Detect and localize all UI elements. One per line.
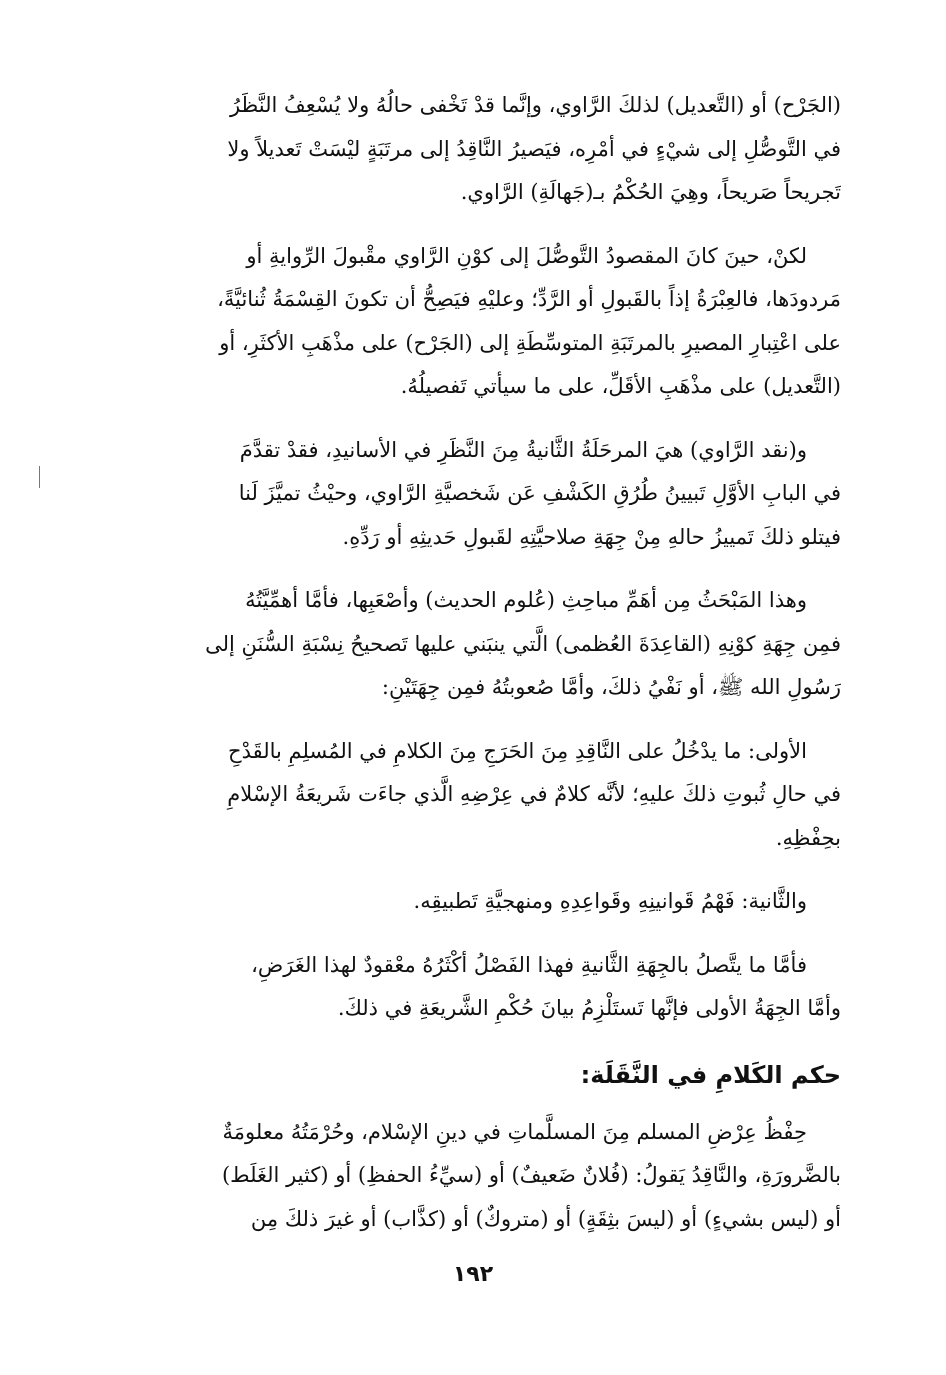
text-line: فأمَّا ما يتَّصلُ بالجِهَةِ الثَّانيةِ فهذا الفَصْلُ أكْثَرُهُ معْقودٌ لهذا الغَرَضِ، (251, 952, 807, 977)
paragraph-4 (95, 579, 841, 710)
text-line: تَجريحاً صَريحاً، وهِيَ الحُكْمُ بـ(جَهالَةِ) الرَّاوي. (460, 180, 841, 204)
text-line: والثَّانية: فَهْمُ قَوانينِهِ وقَواعِدِهِ ومنهجيَّةِ تَطبيقِه. (413, 889, 807, 913)
paragraph-1 (95, 84, 841, 215)
paragraph-7 (95, 944, 841, 1031)
text-line: بحِفْظِهِ. (775, 825, 841, 850)
paragraph-3 (95, 429, 841, 560)
text-line: فيتلو ذلكَ تَمييزُ حالهِ مِنْ جِهَةِ صلاحيَّتِهِ لقَبولِ حَديثِهِ أو رَدِّهِ. (342, 524, 841, 549)
text-line: مَردودَها، فالعِبْرَةُ إذاً بالقَبولِ أو الرَّدِّ؛ وعليْهِ فيَصِحُّ أن تكونَ القِسْمَةُ ثُنائيَّةً، (217, 287, 841, 311)
text-line: في البابِ الأوَّلِ تَبيينُ طُرُقِ الكَشْفِ عَن شَخصيَّةِ الرَّاوي، وحيْثُ تميَّزَ لَنا (238, 481, 841, 505)
text-line: حِفْظُ عِرْضِ المسلم مِنَ المسلَّماتِ في دينِ الإسْلام، وحُرْمَتُهُ معلومَةٌ (222, 1119, 807, 1144)
text-line: أو (ليس بشيءٍ) أو (ليسَ بثِقَةٍ) أو (متروكٌ) أو (كذَّاب) أو غيرَ ذلكَ مِن (250, 1206, 841, 1231)
paragraph-2 (95, 235, 841, 409)
page-number: ١٩٢ (452, 1262, 494, 1287)
text-line: و(نقد الرَّاوي) هيَ المرحَلَةُ الثَّانيةُ مِنَ النَّظَرِ في الأسانيدِ، فقدْ تقدَّمَ (239, 437, 807, 462)
text-line: في التَّوصُّلِ إلى شيْءٍ في أمْرِه، فيَصيرُ النَّاقِدُ إلى مرتَبَةٍ ليْسَتْ تَعديلاً ولا (227, 136, 841, 161)
text-line: في حالِ ثُبوتِ ذلكَ عليهِ؛ لأنَّه كلامٌ في عِرْضِهِ الَّذي جاءَت شَريعَةُ الإسْلامِ (227, 782, 841, 806)
text-line: وهذا المَبْحَثُ مِن أهَمِّ مباحِثِ (عُلوم الحديث) وأصْعَبِها، فأمَّا أهمِّيَّتُهُ (245, 588, 807, 612)
text-line: الأولى: ما يدْخُلُ على النَّاقِدِ مِنَ الحَرَجِ مِنَ الكلامِ في المُسلِمِ بالقَدْحِ (228, 738, 807, 763)
paragraph-5 (95, 730, 841, 861)
document-page (95, 84, 841, 1261)
paragraph-8 (95, 1111, 841, 1242)
margin-mark (39, 466, 40, 488)
text-line: وأمَّا الجِهَةُ الأولى فإنَّها تَستَلْزِمُ بيانَ حُكْمِ الشَّريعَةِ في ذلكَ. (337, 996, 841, 1020)
text-line: (التَّعديل) على مذْهَبِ الأقَلِّ، على ما سيأتي تَفصيلُهُ. (400, 374, 841, 398)
text-line: (الجَرْح) أو (التَّعديل) لذلكَ الرَّاوي، وإنَّما قدْ تَخْفى حالُهُ ولا يُسْعِفُ النَّظَرُ (229, 93, 841, 117)
text-line: فمِن جِهَةِ كوْنِهِ (القاعِدَةَ العُظمى) الَّتي ينبَني عليها تَصحيحُ نِسْبَةِ السُّنَنِ إلى (205, 631, 841, 656)
paragraph-6 (95, 880, 841, 924)
text-line: بالضَّرورَةِ، والنَّاقِدُ يَقولُ: (فُلانٌ ضَعيفٌ) أو (سيِّءُ الحفظِ) أو (كثير الغَلَط) (221, 1163, 841, 1187)
text-line: على اعْتِبارِ المصيرِ بالمرتَبَةِ المتوسِّطَةِ إلى (الجَرْح) على مذْهَبِ الأكثَرِ، أو (219, 330, 841, 355)
text-line: لكنْ، حينَ كانَ المقصودُ التَّوصُّلَ إلى كوْنِ الرَّاوي مقْبولَ الرِّوايةِ أو (246, 243, 807, 268)
section-heading: حكم الكَلامِ في النَّقَلَة: (580, 1060, 841, 1089)
text-line: رَسُولِ الله ﷺ، أو نَفْيُ ذلكَ، وأمَّا صُعوبتُهُ فمِن جِهَتَيْنِ: (381, 675, 841, 699)
